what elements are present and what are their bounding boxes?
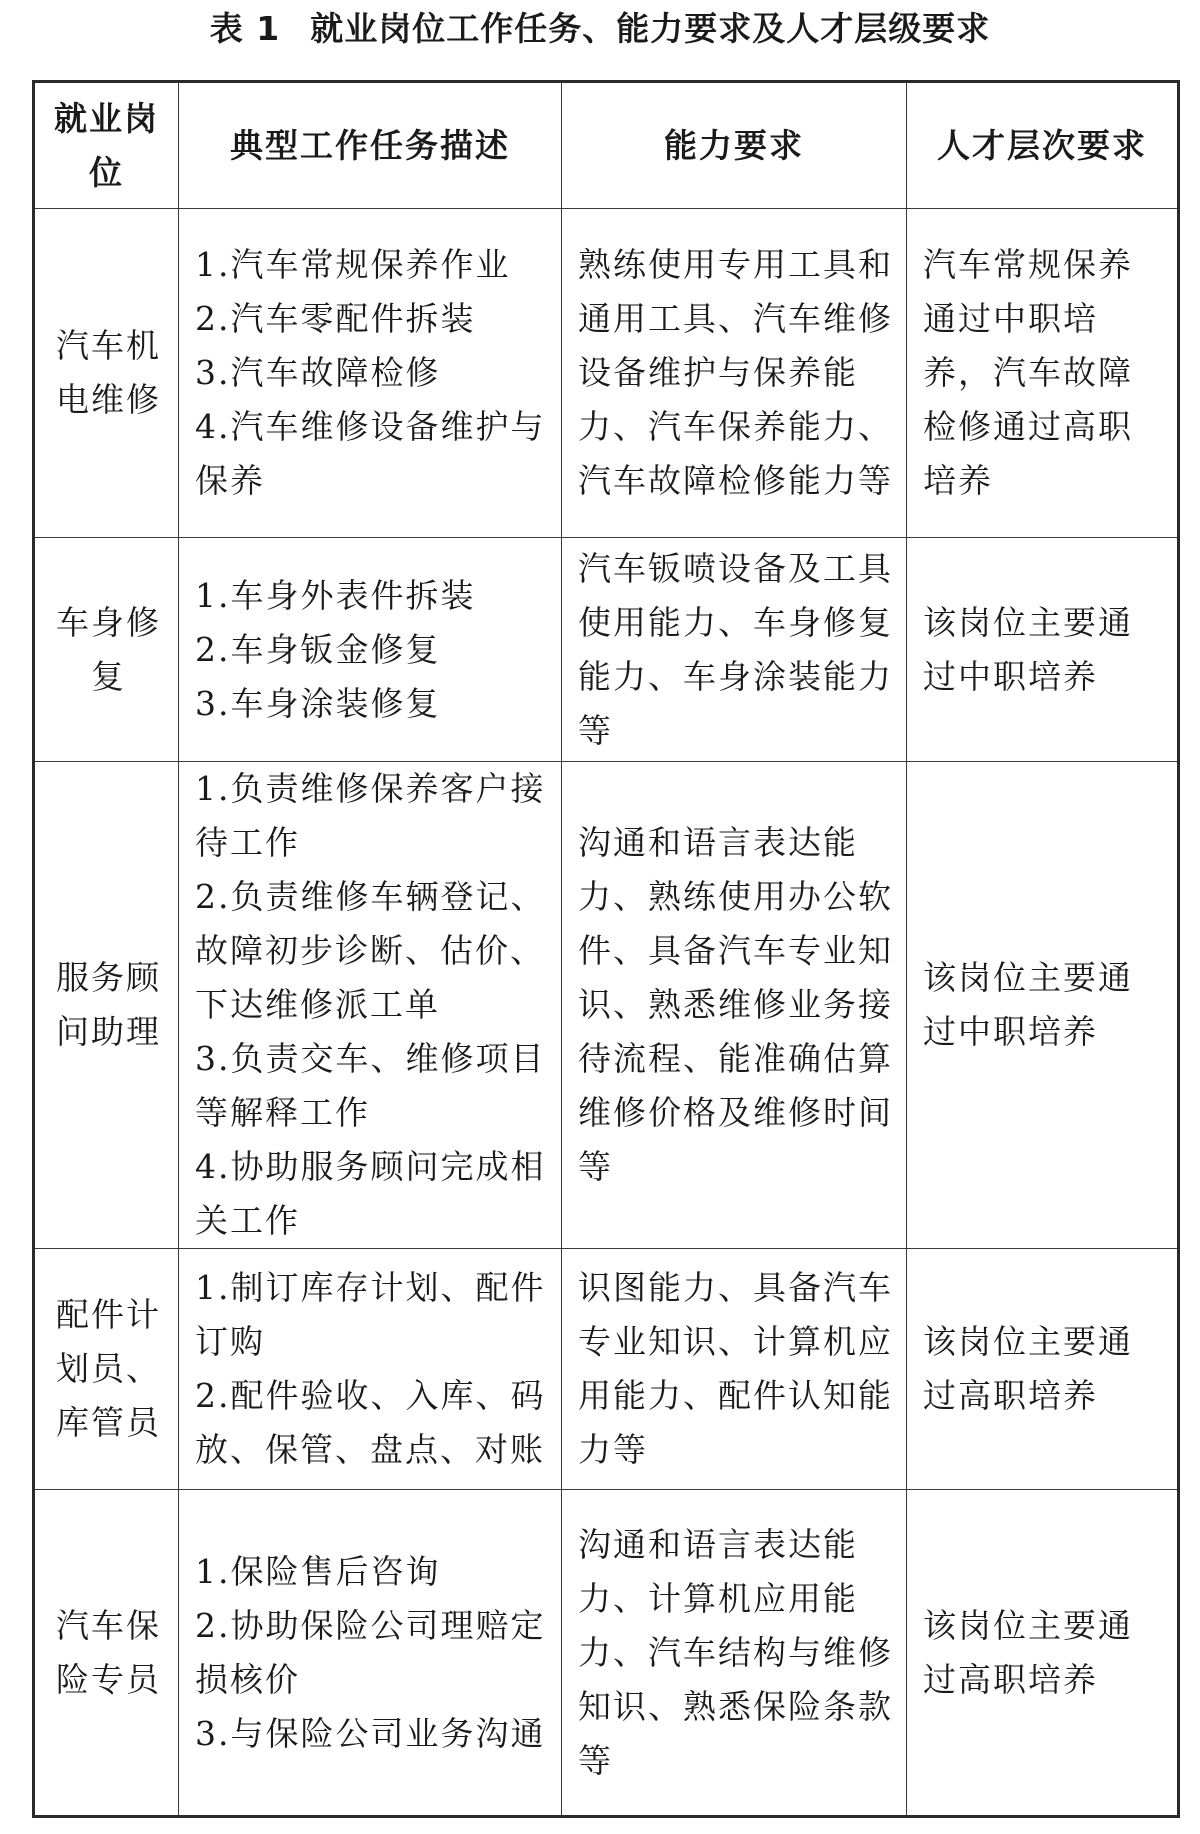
level-cell: 该岗位主要通过高职培养 (907, 1249, 1179, 1490)
table-row (34, 538, 1179, 762)
level-cell: 该岗位主要通过中职培养 (907, 762, 1179, 1249)
table-row (34, 1249, 1179, 1490)
ability-cell: 沟通和语言表达能力、计算机应用能力、汽车结构与维修知识、熟悉保险条款等 (562, 1490, 907, 1817)
tasks-cell (179, 1249, 562, 1490)
tasks-cell (179, 1490, 562, 1817)
position-cell: 汽车保险专员 (34, 1490, 179, 1817)
table-header-row (34, 82, 1179, 209)
task-item: 1.负责维修保养客户接待工作 (195, 769, 546, 862)
level-cell: 该岗位主要通过高职培养 (907, 1490, 1179, 1817)
header-ability: 能力要求 (562, 82, 907, 209)
table-caption (0, 4, 1200, 54)
tasks-cell (179, 538, 562, 762)
tasks-cell (179, 209, 562, 538)
task-item: 3.负责交车、维修项目等解释工作 (195, 1039, 546, 1132)
tasks-cell (179, 762, 562, 1249)
task-item: 1.保险售后咨询 (195, 1551, 441, 1591)
ability-cell: 沟通和语言表达能力、熟练使用办公软件、具备汽车专业知识、熟悉维修业务接待流程、能准确估算维修价格及维修时间等 (562, 762, 907, 1249)
level-cell: 该岗位主要通过中职培养 (907, 538, 1179, 762)
ability-cell: 熟练使用专用工具和通用工具、汽车维修设备维护与保养能力、汽车保养能力、汽车故障检修能力等 (562, 209, 907, 538)
header-position: 就业岗位 (34, 82, 179, 209)
ability-cell: 汽车钣喷设备及工具使用能力、车身修复能力、车身涂装能力等 (562, 538, 907, 762)
table-row (34, 209, 1179, 538)
table-number: 表 1 (209, 9, 281, 48)
task-item: 2.配件验收、入库、码放、保管、盘点、对账 (195, 1376, 546, 1469)
header-level: 人才层次要求 (907, 82, 1179, 209)
task-item: 3.与保险公司业务沟通 (195, 1713, 546, 1753)
task-item: 4.协助服务顾问完成相关工作 (195, 1147, 546, 1240)
task-item: 3.车身涂装修复 (195, 683, 441, 723)
task-item: 1.汽车常规保养作业 (195, 245, 511, 284)
task-item: 3.汽车故障检修 (195, 353, 441, 392)
header-tasks: 典型工作任务描述 (179, 82, 562, 209)
task-item: 4.汽车维修设备维护与保养 (195, 407, 546, 500)
ability-cell: 识图能力、具备汽车专业知识、计算机应用能力、配件认知能力等 (562, 1249, 907, 1490)
position-cell: 汽车机电维修 (34, 209, 179, 538)
position-cell: 车身修复 (34, 538, 179, 762)
task-item: 2.车身钣金修复 (195, 629, 441, 669)
task-item: 2.协助保险公司理赔定损核价 (195, 1605, 546, 1699)
position-cell: 服务顾问助理 (34, 762, 179, 1249)
level-cell: 汽车常规保养通过中职培养，汽车故障检修通过高职培养 (907, 209, 1179, 538)
position-cell: 配件计划员、库管员 (34, 1249, 179, 1490)
table-row (34, 1490, 1179, 1817)
table-row (34, 762, 1179, 1249)
task-item: 1.车身外表件拆装 (195, 575, 476, 615)
job-requirements-table (32, 80, 1180, 1818)
task-item: 2.负责维修车辆登记、故障初步诊断、估价、下达维修派工单 (195, 877, 546, 1024)
task-item: 2.汽车零配件拆装 (195, 299, 476, 338)
table-title: 就业岗位工作任务、能力要求及人才层级要求 (310, 9, 991, 48)
task-item: 1.制订库存计划、配件订购 (195, 1268, 546, 1361)
